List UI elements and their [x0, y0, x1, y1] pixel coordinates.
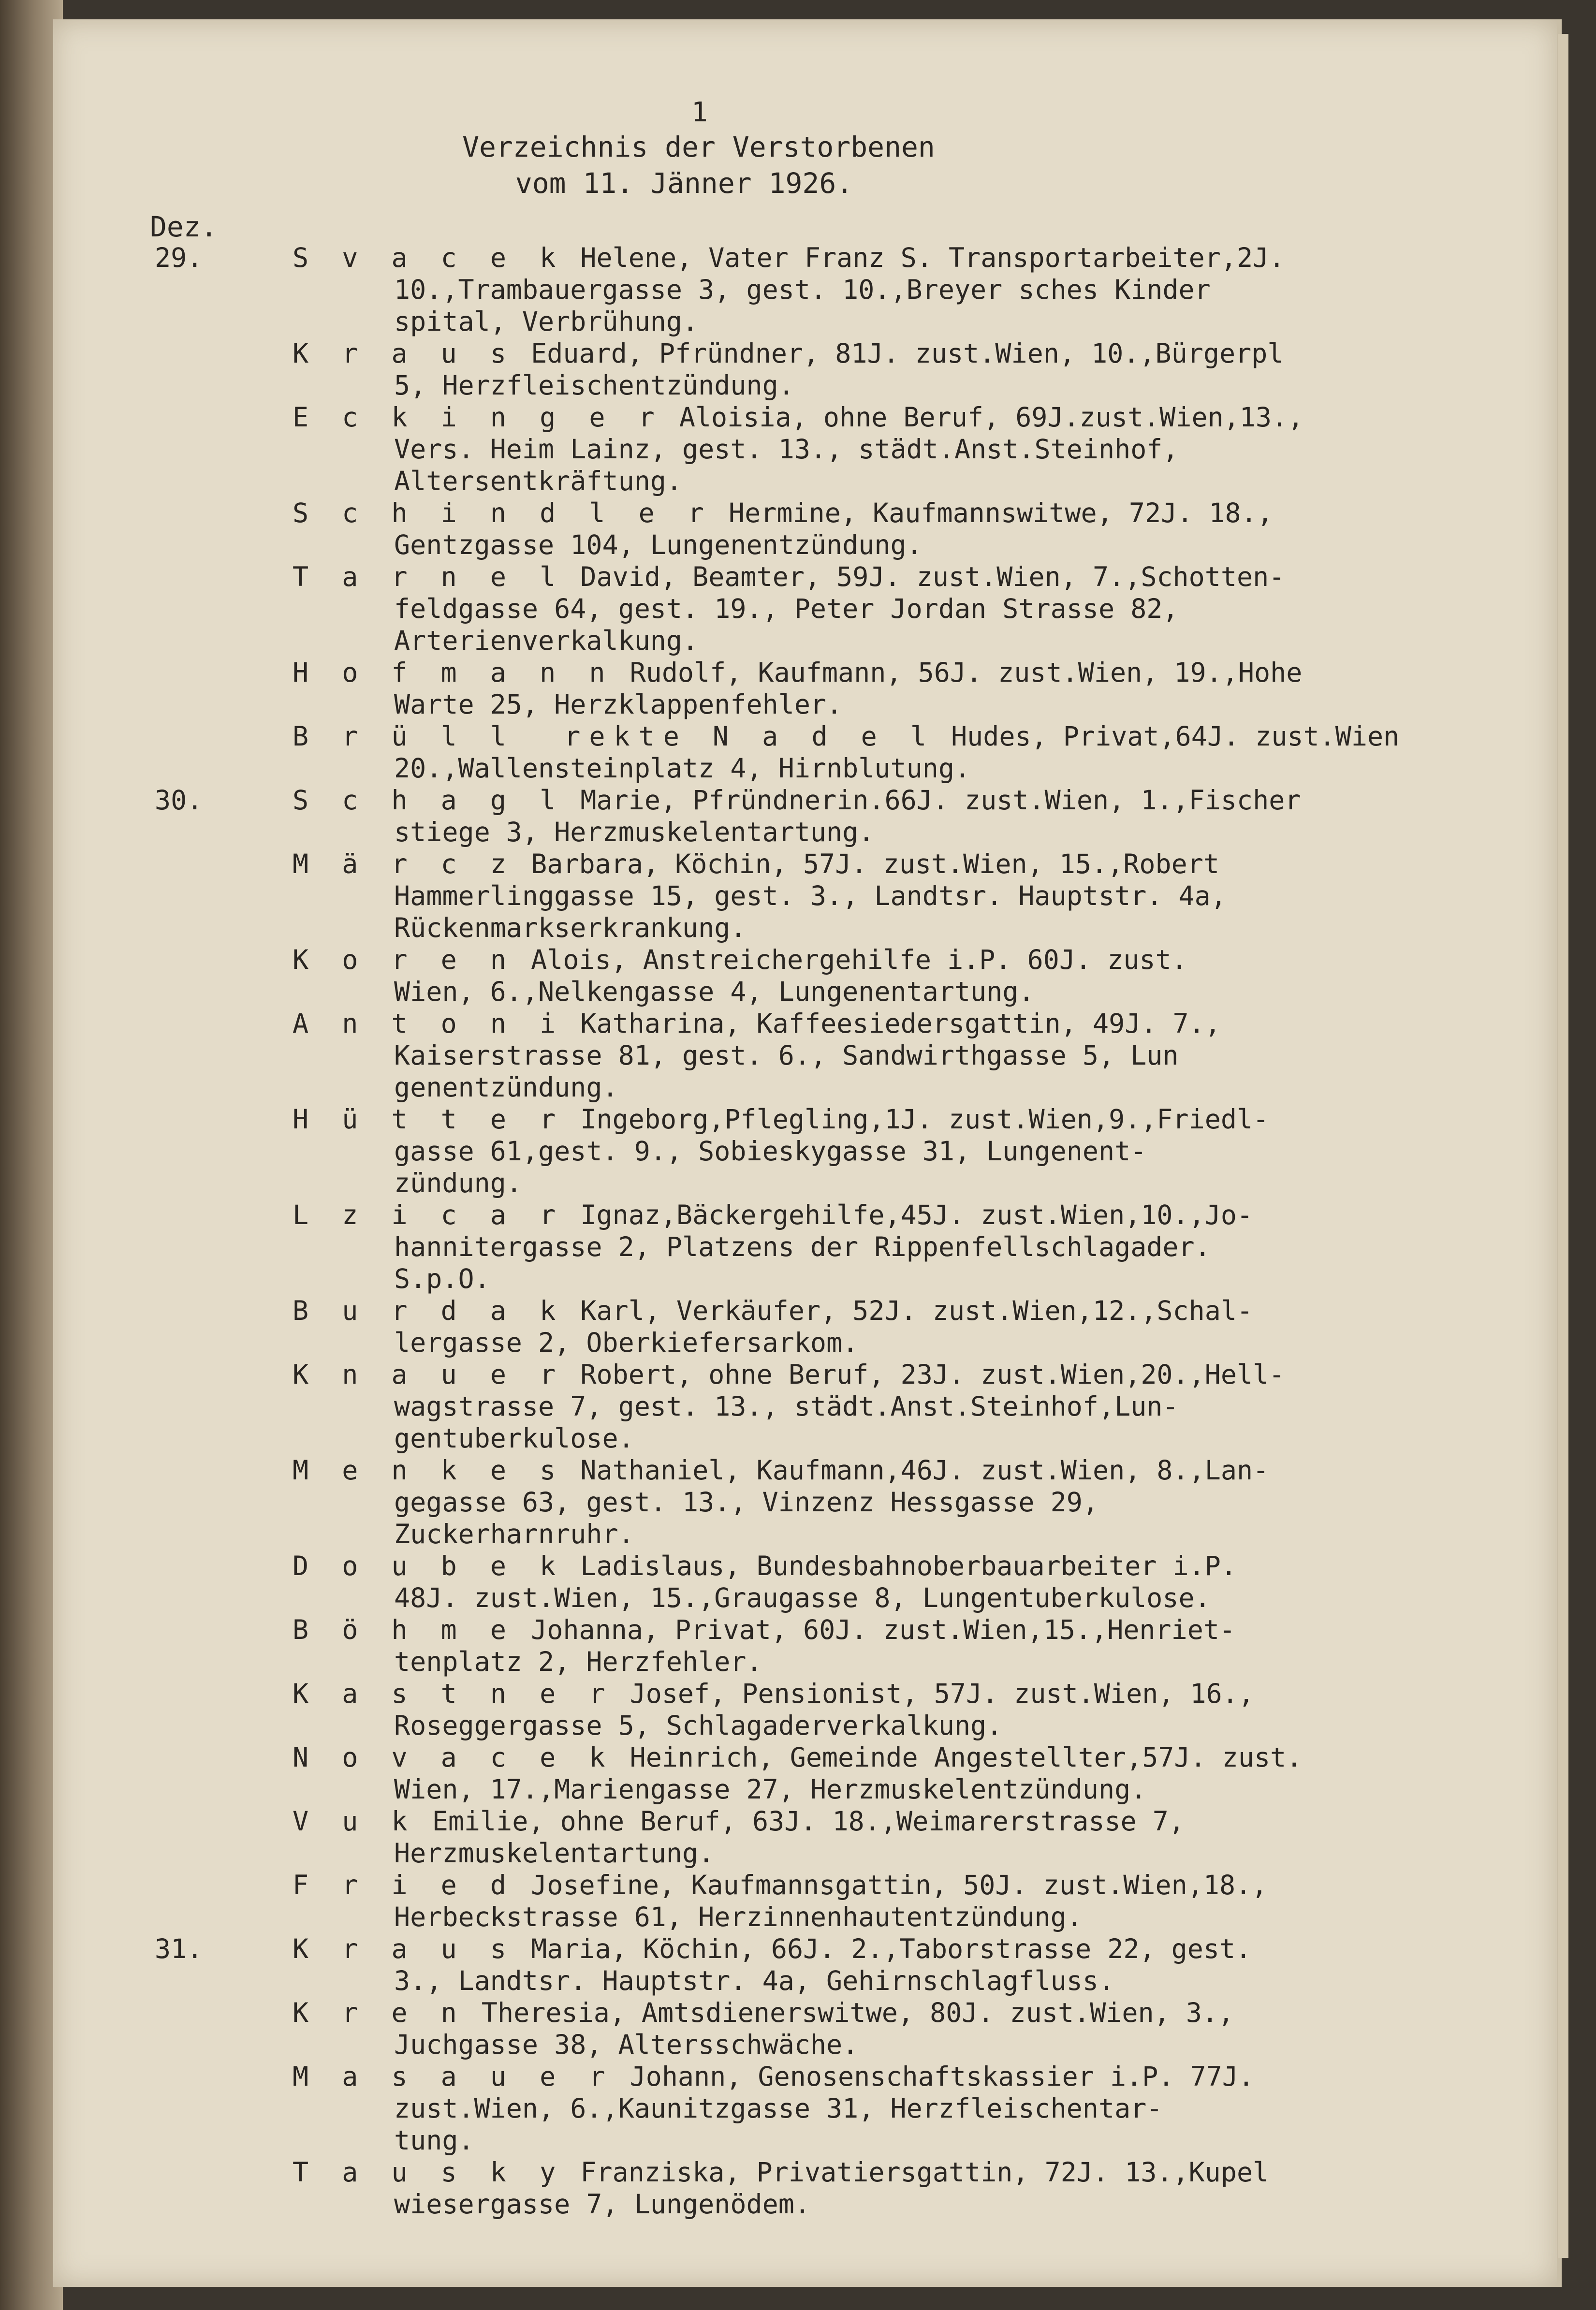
entry-continuation-line: 10.,Trambauergasse 3, gest. 10.,Breyer sches Kinder [394, 274, 1211, 305]
entry-first-line [155, 1359, 1508, 1390]
entry-text: Barbara, Köchin, 57J. zust.Wien, 15.,Robert [531, 848, 1219, 879]
entry-text: Theresia, Amtsdienerswitwe, 80J. zust.Wien, 3., [481, 1997, 1234, 2028]
entry-surname: K o r e n [293, 944, 515, 975]
register-entry [155, 1805, 1508, 1869]
entry-first-line [155, 401, 1508, 433]
entry-surname: K r e n [293, 1997, 466, 2028]
register-entry [155, 337, 1508, 401]
entry-surname: S v a c e k [293, 242, 565, 273]
entry-continuation-line: Herbeckstrasse 61, Herzinnenhautentzündung. [394, 1901, 1083, 1932]
register-entry [155, 1199, 1508, 1295]
register-entry [155, 944, 1508, 1008]
entry-surname: K r a u s [293, 1933, 515, 1964]
entry-text: Aloisia, ohne Beruf, 69J.zust.Wien,13., [679, 402, 1304, 433]
register-entry [155, 1295, 1508, 1359]
entry-continuation-line: zust.Wien, 6.,Kaunitzgasse 31, Herzfleischentar- [394, 2093, 1163, 2124]
register-entry [155, 242, 1508, 337]
entry-surname: H o f m a n n [293, 657, 614, 688]
entry-text: Eduard, Pfründner, 81J. zust.Wien, 10.,Bürgerpl [531, 338, 1284, 369]
entry-surname: L z i c a r [293, 1199, 565, 1230]
register-entry [155, 1933, 1508, 1997]
entry-text: Maria, Köchin, 66J. 2.,Taborstrasse 22, gest. [531, 1933, 1252, 1964]
entry-first-line [155, 1741, 1508, 1773]
entry-surname: H ü t t e r [293, 1104, 565, 1135]
entry-first-line [155, 1997, 1508, 2029]
entry-surname: K r a u s [293, 338, 515, 369]
entry-continuation-line: stiege 3, Herzmuskelentartung. [394, 817, 875, 848]
register-entry [155, 401, 1508, 497]
register-entry [155, 720, 1508, 784]
register-entry [155, 1869, 1508, 1933]
page-number: 1 [691, 97, 708, 128]
entry-continuation-line: Wien, 17.,Mariengasse 27, Herzmuskelentzündung. [394, 1774, 1147, 1805]
register-entry [155, 784, 1508, 848]
entry-continuation-line: 3., Landtsr. Hauptstr. 4a, Gehirnschlagfluss. [394, 1965, 1115, 1996]
entry-text: Ignaz,Bäckergehilfe,45J. zust.Wien,10.,Jo- [580, 1199, 1253, 1230]
entry-first-line [155, 2156, 1508, 2188]
entry-surname: V u k [293, 1806, 416, 1837]
entry-continuation-line: tenplatz 2, Herzfehler. [394, 1646, 762, 1677]
entry-text: Franziska, Privatiersgattin, 72J. 13.,Kupel [580, 2157, 1269, 2188]
entry-text: Nathaniel, Kaufmann,46J. zust.Wien, 8.,Lan- [580, 1455, 1269, 1486]
register-entry [155, 1454, 1508, 1550]
entry-text: Johanna, Privat, 60J. zust.Wien,15.,Henriet- [531, 1614, 1236, 1645]
entry-continuation-line: Herzmuskelentartung. [394, 1838, 715, 1869]
entry-text: Heinrich, Gemeinde Angestellter,57J. zust. [630, 1742, 1303, 1773]
entry-continuation-line: tung. [394, 2125, 474, 2156]
entry-first-line [155, 337, 1508, 369]
entry-continuation-line: feldgasse 64, gest. 19., Peter Jordan Strasse 82, [394, 593, 1179, 624]
entry-continuation-line: Roseggergasse 5, Schlagaderverkalkung. [394, 1710, 1003, 1741]
entry-continuation-line: Rückenmarkserkrankung. [394, 912, 747, 943]
entry-continuation-line: genentzündung. [394, 1072, 618, 1103]
entry-text: Marie, Pfründnerin.66J. zust.Wien, 1.,Fischer [580, 785, 1301, 816]
entry-surname: S c h i n d l e r [293, 497, 713, 528]
entry-text: Katharina, Kaffeesiedersgattin, 49J. 7., [580, 1008, 1221, 1039]
document-page [53, 19, 1562, 2287]
entry-first-line [155, 657, 1508, 688]
entry-continuation-line: Kaiserstrasse 81, gest. 6., Sandwirthgasse 5, Lun [394, 1040, 1179, 1071]
entry-continuation-line: wiesergasse 7, Lungenödem. [394, 2189, 810, 2220]
entry-continuation-line: Juchgasse 38, Altersschwäche. [394, 2029, 859, 2060]
entry-first-line [155, 1295, 1508, 1327]
page-date: vom 11. Jänner 1926. [515, 167, 853, 200]
entry-continuation-line: Vers. Heim Lainz, gest. 13., städt.Anst.Steinhof, [394, 434, 1179, 465]
entry-continuation-line: spital, Verbrühung. [394, 306, 699, 337]
entry-continuation-line: 48J. zust.Wien, 15.,Graugasse 8, Lungentuberkulose. [394, 1582, 1211, 1613]
register-entry [155, 497, 1508, 561]
entry-surname: S c h a g l [293, 785, 565, 816]
entry-first-line [155, 1678, 1508, 1710]
register-entry [155, 1359, 1508, 1454]
entry-first-line [155, 1933, 1508, 1965]
entry-surname: E c k i n g e r [293, 402, 663, 433]
month-label: Dez. [150, 210, 218, 243]
entry-first-line [155, 1869, 1508, 1901]
entry-first-line [155, 1454, 1508, 1486]
entry-continuation-line: zündung. [394, 1168, 522, 1199]
entry-continuation-line: lergasse 2, Oberkiefersarkom. [394, 1327, 859, 1358]
death-register-list [155, 242, 1508, 2220]
register-entry [155, 1614, 1508, 1678]
entry-first-line [155, 784, 1508, 816]
entry-first-line [155, 848, 1508, 880]
entry-first-line [155, 2061, 1508, 2092]
entry-text: Josefine, Kaufmannsgattin, 50J. zust.Wien,18., [531, 1870, 1268, 1901]
page-edge [1558, 34, 1568, 2258]
register-entry [155, 2156, 1508, 2220]
register-entry [155, 657, 1508, 720]
entry-surname: T a u s k y [293, 2157, 565, 2188]
entry-surname: M ä r c z [293, 848, 515, 879]
entry-continuation-line: gegasse 63, gest. 13., Vinzenz Hessgasse 29, [394, 1487, 1098, 1518]
entry-text: Hermine, Kaufmannswitwe, 72J. 18., [729, 497, 1273, 528]
entry-text: Alois, Anstreichergehilfe i.P. 60J. zust. [531, 944, 1187, 975]
entry-first-line [155, 1199, 1508, 1231]
entry-continuation-line: Hammerlinggasse 15, gest. 3., Landtsr. Hauptstr. 4a, [394, 880, 1227, 911]
entry-text: Hudes, Privat,64J. zust.Wien [951, 721, 1400, 752]
entry-continuation-line: hannitergasse 2, Platzens der Rippenfellschlagader. [394, 1231, 1211, 1262]
entry-continuation-line: Warte 25, Herzklappenfehler. [394, 689, 843, 720]
entry-first-line [155, 1550, 1508, 1582]
entry-first-line [155, 561, 1508, 593]
page-title: Verzeichnis der Verstorbenen [462, 131, 935, 163]
entry-text: Ladislaus, Bundesbahnoberbauarbeiter i.P. [580, 1550, 1237, 1581]
register-entry [155, 1678, 1508, 1741]
entry-first-line [155, 497, 1508, 529]
entry-continuation-line: Zuckerharnruhr. [394, 1519, 634, 1550]
entry-continuation-line: gasse 61,gest. 9., Sobieskygasse 31, Lungenent- [394, 1136, 1147, 1167]
entry-continuation-line: gentuberkulose. [394, 1423, 634, 1454]
entry-surname: F r i e d [293, 1870, 515, 1901]
entry-surname: N o v a c e k [293, 1742, 614, 1773]
entry-surname: M a s a u e r [293, 2061, 614, 2092]
entry-day: 31. [155, 1933, 203, 1964]
entry-continuation-line: wagstrasse 7, gest. 13., städt.Anst.Steinhof,Lun- [394, 1391, 1179, 1422]
register-entry [155, 1997, 1508, 2061]
entry-surname: B ö h m e [293, 1614, 515, 1645]
entry-text: Ingeborg,Pflegling,1J. zust.Wien,9.,Friedl- [580, 1104, 1269, 1135]
entry-day: 30. [155, 785, 203, 816]
entry-surname: K a s t n e r [293, 1678, 614, 1709]
register-entry [155, 1008, 1508, 1103]
entry-continuation-line: Gentzgasse 104, Lungenentzündung. [394, 529, 922, 560]
entry-surname: B u r d a k [293, 1295, 565, 1326]
entry-day: 29. [155, 242, 203, 273]
entry-text: Emilie, ohne Beruf, 63J. 18.,Weimarerstrasse 7, [432, 1806, 1185, 1837]
entry-text: Helene, Vater Franz S. Transportarbeiter,2J. [580, 242, 1285, 273]
entry-text: Robert, ohne Beruf, 23J. zust.Wien,20.,Hell- [580, 1359, 1285, 1390]
entry-continuation-line: S.p.O. [394, 1263, 490, 1294]
entry-first-line [155, 242, 1508, 274]
entry-first-line [155, 1805, 1508, 1837]
entry-continuation-line: 5, Herzfleischentzündung. [394, 370, 794, 401]
entry-continuation-line: Arterienverkalkung. [394, 625, 699, 656]
register-entry [155, 2061, 1508, 2156]
entry-continuation-line: 20.,Wallensteinplatz 4, Hirnblutung. [394, 753, 971, 784]
entry-text: Rudolf, Kaufmann, 56J. zust.Wien, 19.,Hohe [630, 657, 1303, 688]
entry-first-line [155, 1614, 1508, 1646]
entry-text: David, Beamter, 59J. zust.Wien, 7.,Schotten- [580, 561, 1285, 592]
entry-surname: A n t o n i [293, 1008, 565, 1039]
entry-continuation-line: Altersentkräftung. [394, 466, 683, 497]
register-entry [155, 1550, 1508, 1614]
entry-text: Josef, Pensionist, 57J. zust.Wien, 16., [630, 1678, 1254, 1709]
entry-text: Johann, Genosenschaftskassier i.P. 77J. [630, 2061, 1254, 2092]
entry-surname: D o u b e k [293, 1550, 565, 1581]
entry-text: Karl, Verkäufer, 52J. zust.Wien,12.,Schal- [580, 1295, 1253, 1326]
entry-first-line [155, 1008, 1508, 1039]
entry-surname: K n a u e r [293, 1359, 565, 1390]
entry-continuation-line: Wien, 6.,Nelkengasse 4, Lungenentartung. [394, 976, 1035, 1007]
entry-first-line [155, 944, 1508, 976]
entry-first-line [155, 720, 1508, 752]
entry-surname: T a r n e l [293, 561, 565, 592]
entry-surname: M e n k e s [293, 1455, 565, 1486]
register-entry [155, 561, 1508, 657]
register-entry [155, 848, 1508, 944]
entry-first-line [155, 1103, 1508, 1135]
register-entry [155, 1741, 1508, 1805]
entry-surname: B r ü l l rekte N a d e l [293, 721, 935, 752]
register-entry [155, 1103, 1508, 1199]
